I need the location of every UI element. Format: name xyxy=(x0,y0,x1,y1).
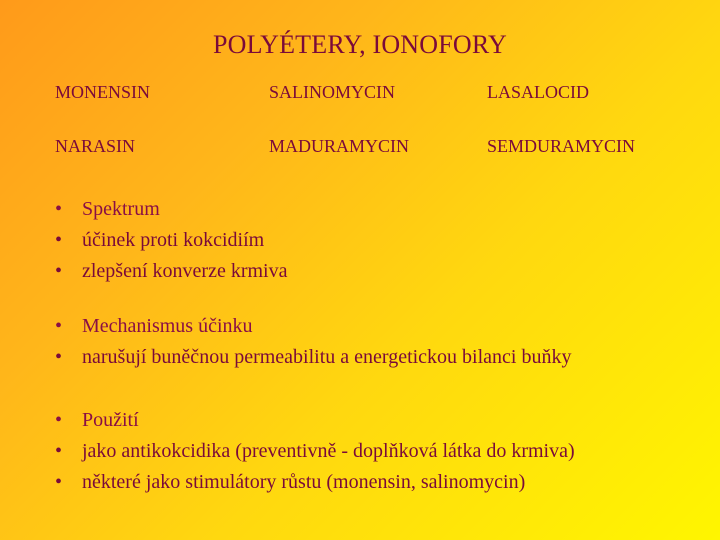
section-heading: Použití xyxy=(82,409,139,431)
drug-list xyxy=(55,82,695,190)
bullet-icon: • xyxy=(55,229,63,251)
bullet-item xyxy=(55,225,705,256)
section-mechanismus xyxy=(55,311,705,373)
bullet-item xyxy=(55,436,705,467)
bullet-text: narušují buněčnou permeabilitu a energetickou bilanci buňky xyxy=(82,346,572,368)
drug-name-narasin: NARASIN xyxy=(55,136,136,156)
bullet-item xyxy=(55,311,705,342)
bullet-icon: • xyxy=(55,346,63,368)
drug-name-lasalocid: LASALOCID xyxy=(487,82,589,102)
bullet-item xyxy=(55,405,705,436)
drug-name-semduramycin: SEMDURAMYCIN xyxy=(487,136,636,156)
bullet-text: účinek proti kokcidiím xyxy=(82,229,265,251)
section-spektrum xyxy=(55,194,705,287)
drug-name-maduramycin: MADURAMYCIN xyxy=(269,136,410,156)
bullet-icon: • xyxy=(55,260,63,282)
bullet-item xyxy=(55,256,705,287)
section-heading: Spektrum xyxy=(82,198,160,220)
drug-name-monensin: MONENSIN xyxy=(55,82,151,102)
bullet-icon: • xyxy=(55,471,63,493)
bullet-text: některé jako stimulátory růstu (monensin, salinomycin) xyxy=(82,471,526,493)
bullet-icon: • xyxy=(55,198,63,220)
slide-title: POLYÉTERY, IONOFORY xyxy=(213,30,507,59)
drug-row xyxy=(55,82,695,136)
bullet-text: jako antikokcidika (preventivně - doplňková látka do krmiva) xyxy=(82,440,575,462)
bullet-item xyxy=(55,467,705,498)
bullet-text: zlepšení konverze krmiva xyxy=(82,260,288,282)
drug-name-salinomycin: SALINOMYCIN xyxy=(269,82,395,102)
bullet-icon: • xyxy=(55,409,63,431)
section-heading: Mechanismus účinku xyxy=(82,315,253,337)
section-pouziti xyxy=(55,405,705,498)
bullet-icon: • xyxy=(55,440,63,462)
bullet-item xyxy=(55,342,705,373)
drug-row xyxy=(55,136,695,190)
bullet-icon: • xyxy=(55,315,63,337)
bullet-item xyxy=(55,194,705,225)
